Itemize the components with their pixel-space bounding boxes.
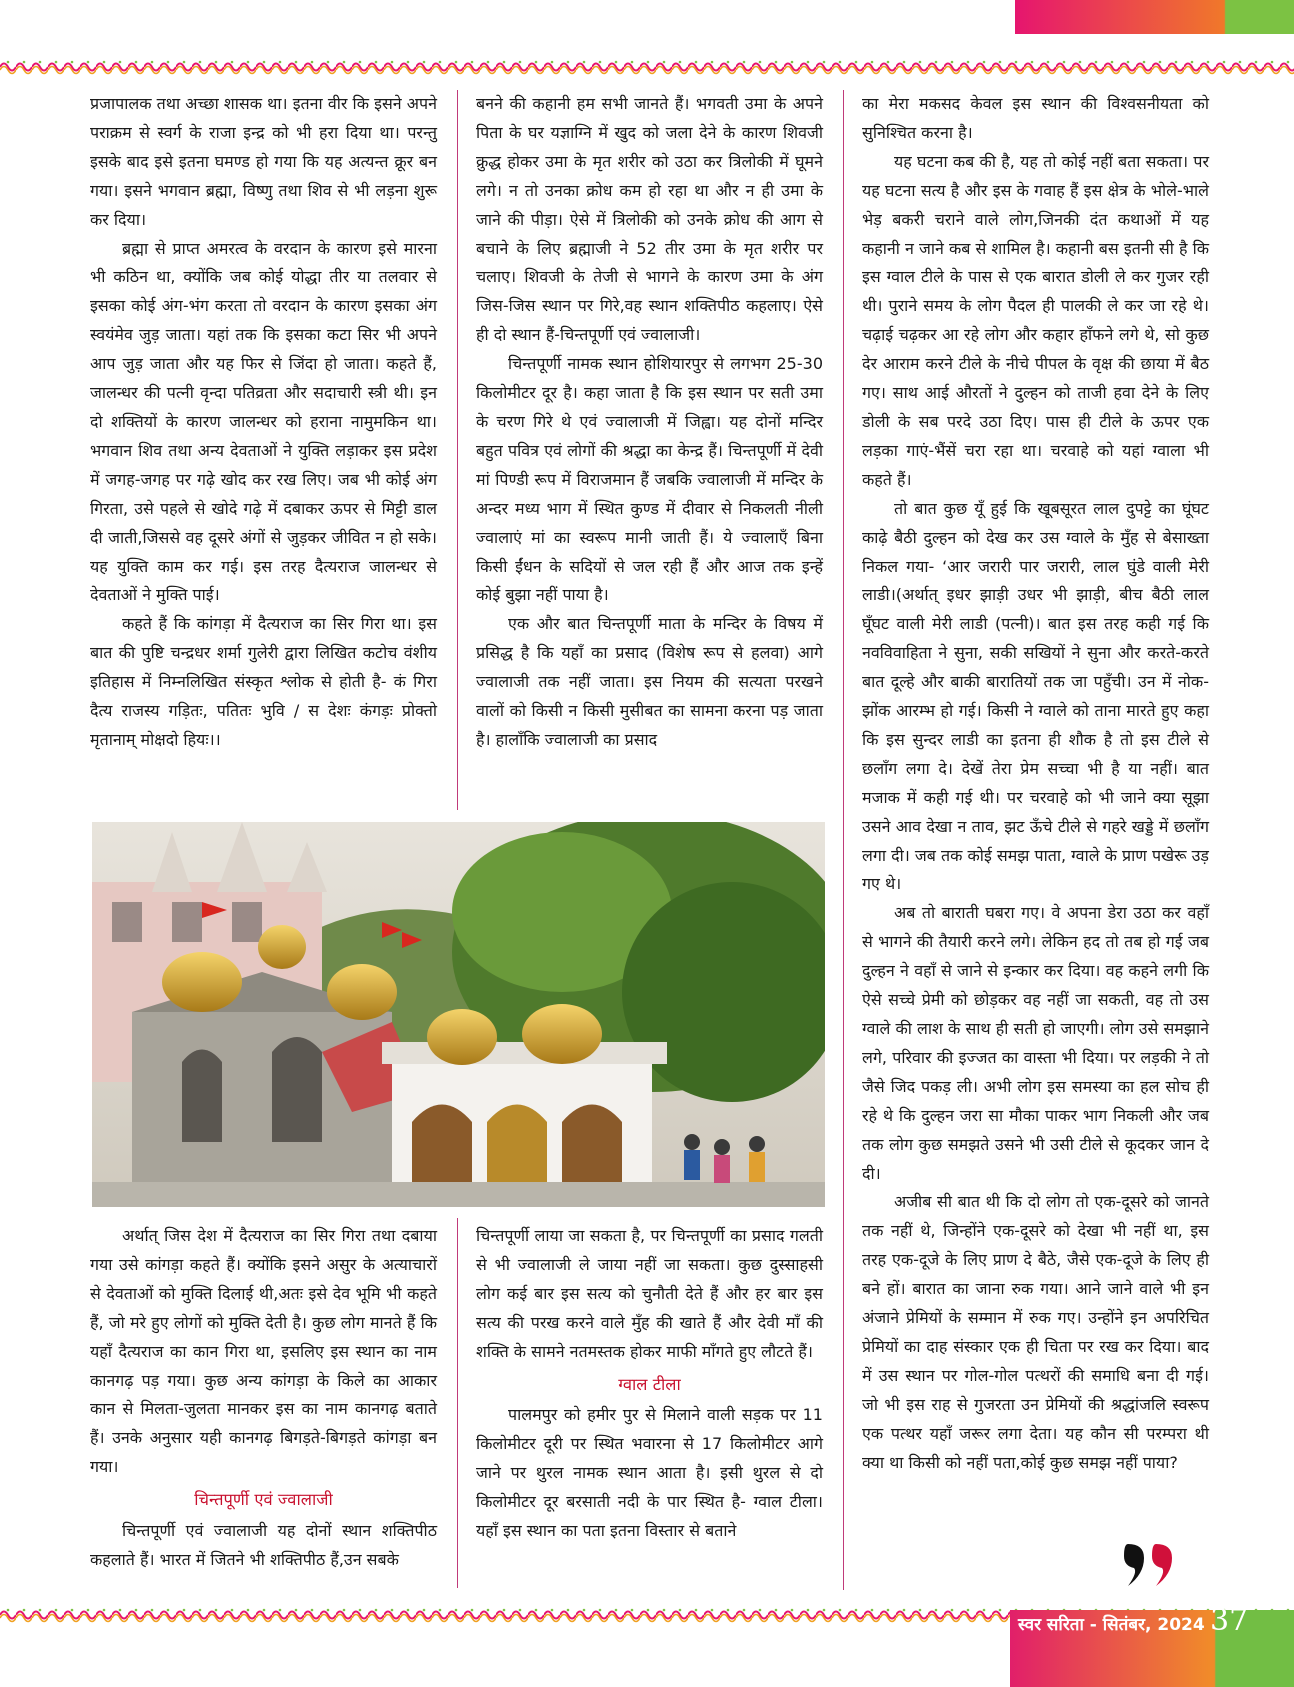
paragraph: एक और बात चिन्तपूर्णी माता के मन्दिर के विषय में प्रसिद्ध है कि यहाँ का प्रसाद (विशेष रूप से हलवा) आगे ज्वालाजी तक नहीं जाता। इस नियम की सत्यता परखने वालों को किसी न किसी मुसीबत का सामना करना पड़ जाता है। हालाँकि ज्वालाजी का प्रसाद (476, 614, 823, 749)
closing-quote-icon (1122, 1540, 1182, 1590)
paragraph: यह घटना कब की है, यह तो कोई नहीं बता सकता। पर यह घटना सत्य है और इस के गवाह हैं इस क्षेत्र के भोले-भाले भेड़ बकरी चराने वाले लोग,जिनकी दंत कथाओं में यह कहानी न जाने कब से शामिल है। कहानी बस इतनी सी है कि इस ग्वाल टीले के पास से एक बारात डोली ले कर गुजर रही थी। पुराने समय के लोग पैदल ही पालकी ले कर जा रहे थे। चढ़ाई चढ़कर आ रहे लोग और कहार हाँफने लगे थे, सो कुछ देर आराम करने टीले के नीचे पीपल के वृक्ष की छाया में बैठ गए। साथ आई औरतों ने दुल्हन को ताजी हवा देने के लिए डोली के सब परदे उठा दिए। पास ही टीले के ऊपर एक लड़का गाएं-भैंसें चरा रहा था। चरवाहे को यहां ग्वाला भी कहते हैं। (862, 151, 1209, 489)
section-heading: ग्वाल टीला (618, 1374, 681, 1394)
temple-photo (92, 822, 825, 1207)
paragraph: बनने की कहानी हम सभी जानते हैं। भगवती उमा के अपने पिता के घर यज्ञाग्नि में खुद को जला देने के कारण शिवजी क्रुद्ध होकर उमा के मृत शरीर को उठा कर त्रिलोकी में घूमने लगे। न तो उनका क्रोध कम हो रहा था और न ही उमा के जाने की पीड़ा। ऐसे में त्रिलोकी को उनके क्रोध की आग से बचाने के लिए ब्रह्माजी ने 52 तीर उमा के मृत शरीर पर चलाए। शिवजी के तेजी से भागने के कारण उमा के अंग जिस-जिस स्थान पर गिरे,वह स्थान शक्तिपीठ कहलाए। ऐसे ही दो स्थान हैं-चिन्तपूर्णी एवं ज्वालाजी। (476, 94, 823, 345)
section-heading: चिन्तपूर्णी एवं ज्वालाजी (194, 1490, 333, 1510)
paragraph: प्रजापालक तथा अच्छा शासक था। इतना वीर कि इसने अपने पराक्रम से स्वर्ग के राजा इन्द्र को भी हरा दिया था। परन्तु इसके बाद इसे इतना घमण्ड हो गया कि यह अत्यन्त क्रूर बन गया। इसने भगवान ब्रह्मा, विष्णु तथा शिव से भी लड़ना शुरू कर दिया। (90, 94, 437, 229)
page-number: 37 (1210, 1603, 1249, 1638)
paragraph: चिन्तपूर्णी लाया जा सकता है, पर चिन्तपूर्णी का प्रसाद गलती से भी ज्वालाजी ले जाया नहीं जा सकता। कुछ दुस्साहसी लोग कई बार इस सत्य को चुनौती देते हैं और हर बार इस सत्य की परख करने वाले मुँह की खाते हैं और देवी माँ की शक्ति के सामने नतमस्तक होकर माफी माँगते हुए लौटते हैं। (476, 1226, 823, 1361)
column-1-bottom (90, 1222, 437, 1575)
column-divider (457, 1218, 458, 1588)
paragraph: अर्थात् जिस देश में दैत्यराज का सिर गिरा तथा दबाया गया उसे कांगड़ा कहते हैं। क्योंकि इसने असुर के अत्याचारों से देवताओं को मुक्ति दिलाई थी,अतः इसे देव भूमि भी कहते हैं, जो मरे हुए लोगों को मुक्ति देती है। कुछ लोग मानते हैं कि यहाँ दैत्यराज का कान गिरा था, इसलिए इस स्थान का नाम कानगढ़ पड़ गया। कुछ अन्य कांगड़ा के किले का आकार कान से मिलता-जुलता मानकर इस का नाम कानगढ़ बताते हैं। उनके अनुसार यही कानगढ़ बिगड़ते-बिगड़ते कांगड़ा बन गया। (90, 1226, 437, 1477)
column-2-top (476, 90, 823, 755)
paragraph: कहते हैं कि कांगड़ा में दैत्यराज का सिर गिरा था। इस बात की पुष्टि चन्द्रधर शर्मा गुलेरी द्वारा लिखित कटोच वंशीय इतिहास में निम्नलिखित संस्कृत श्लोक से होती है- कं गिरा दैत्य राजस्य गड़ितः, पतितः भुवि / स देशः कंगड़ः प्रोक्तो मृतानाम् मोक्षदो हियः।। (90, 614, 437, 749)
decorative-border-top (0, 58, 1294, 76)
column-2-bottom (476, 1222, 823, 1546)
column-divider (843, 90, 844, 1590)
paragraph: चिन्तपूर्णी एवं ज्वालाजी यह दोनों स्थान शक्तिपीठ कहलाते हैं। भारत में जितने भी शक्तिपीठ हैं,उन सबके (90, 1521, 437, 1569)
paragraph: अब तो बाराती घबरा गए। वे अपना डेरा उठा कर वहाँ से भागने की तैयारी करने लगे। लेकिन हद तो तब हो गई जब दुल्हन ने वहाँ से जाने से इन्कार कर दिया। वह कहने लगी कि ऐसे सच्चे प्रेमी को छोड़कर वह नहीं जा सकती, वह तो उस ग्वाले की लाश के साथ ही सती हो जाएगी। लोग उसे समझाने लगे, परिवार की इज्जत का वास्ता भी दिया। पर लड़की ने तो जैसे जिद पकड़ ली। अभी लोग इस समस्या का हल सोच ही रहे थे कि दुल्हन जरा सा मौका पाकर भाग निकली और जब तक लोग कुछ समझते उसने भी उसी टीले से कूदकर जान दे दी। (862, 903, 1209, 1183)
paragraph: पालमपुर को हमीर पुर से मिलाने वाली सड़क पर 11 किलोमीटर दूरी पर स्थित भवारना से 17 किलोमीटर आगे जाने पर थुरल नामक स्थान आता है। इसी थुरल से दो किलोमीटर दूर बरसाती नदी के पार स्थित है- ग्वाल टीला। यहाँ इस स्थान का पता इतना विस्तार से बताने (476, 1405, 823, 1541)
column-3 (862, 90, 1209, 1478)
paragraph: अजीब सी बात थी कि दो लोग तो एक-दूसरे को जानते तक नहीं थे, जिन्होंने एक-दूसरे को देखा भी नहीं था, इस तरह एक-दूजे के लिए प्राण दे बैठे, जैसे एक-दूजे के लिए ही बने हों। बारात का जाना रुक गया। आने जाने वाले भी इन अंजाने प्रेमियों के सम्मान में रुक गए। उन्होंने इन अपरिचित प्रेमियों का दाह संस्कार एक ही चिता पर रख कर दिया। बाद में उस स्थान पर गोल-गोल पत्थरों की समाधि बना दी गई। जो भी इस राह से गुजरता उन प्रेमियों की श्रद्धांजलि स्वरूप एक पत्थर यहाँ जरूर लगा देता। यह कौन सी परम्परा थी क्या था किसी को नहीं पता,कोई कुछ समझ नहीं पाया? (862, 1192, 1209, 1472)
paragraph: का मेरा मकसद केवल इस स्थान की विश्वसनीयता को सुनिश्चित करना है। (862, 94, 1209, 142)
header-color-bar (1015, 0, 1294, 34)
magazine-footer: स्वर सरिता - सितंबर, 2024 (1018, 1615, 1205, 1635)
paragraph: चिन्तपूर्णी नामक स्थान होशियारपुर से लगभग 25-30 किलोमीटर दूर है। कहा जाता है कि इस स्थान पर सती उमा के चरण गिरे थे एवं ज्वालाजी में जिह्वा। यह दोनों मन्दिर बहुत पवित्र एवं लोगों की श्रद्धा का केन्द्र हैं। चिन्तपूर्णी में देवी मां पिण्डी रूप में विराजमान हैं जबकि ज्वालाजी में मन्दिर के अन्दर मध्य भाग में स्थित कुण्ड में दीवार से निकलती नीली ज्वालाएं मां का स्वरूप मानी जाती हैं। ये ज्वालाएँ बिना किसी ईंधन के सदियों से जल रही हैं और आज तक इन्हें कोई बुझा नहीं पाया है। (476, 354, 823, 605)
paragraph: तो बात कुछ यूँ हुई कि खूबसूरत लाल दुपट्टे का घूंघट काढ़े बैठी दुल्हन को देख कर उस ग्वाले के मुँह से बेसाख्ता निकल गया- ‘आर जरारी पार जरारी, लाल घुंडे वाली मेरी लाडी।(अर्थात् इधर झाड़ी उधर भी झाड़ी, बीच बैठी लाल घूँघट वाली मेरी लाडी (पत्नी)। बात इस तरह कही गई कि नवविवाहिता ने सुना, सकी सखियों ने सुना और करते-करते बात दूल्हे और बाकी बारातियों तक जा पहुँची। उन में नोक-झोंक आरम्भ हो गई। किसी ने ग्वाले को ताना मारते हुए कहा कि इस सुन्दर लाडी का इतना ही शौक है तो इस टीले से छलाँग लगा दे। देखें तेरा प्रेम सच्चा भी है या नहीं। बात मजाक में कही गई थी। पर चरवाहे को भी जाने क्या सूझा उसने आव देखा न ताव, झट ऊँचे टीले से गहरे खड्डे में छलाँग लगा दी। जब तक कोई समझ पाता, ग्वाले के प्राण पखेरू उड़ गए थे। (862, 498, 1209, 894)
paragraph: ब्रह्मा से प्राप्त अमरत्व के वरदान के कारण इसे मारना भी कठिन था, क्योंकि जब कोई योद्धा तीर या तलवार से इसका कोई अंग-भंग करता तो वरदान के कारण इसका अंग स्वयंमेव जुड़ जाता। यहां तक कि इसका कटा सिर भी अपने आप जुड़ जाता और यह फिर से जिंदा हो जाता। कहते हैं, जालन्धर की पत्नी वृन्दा पतिव्रता और सदाचारी स्त्री थी। इन दो शक्तियों के कारण जालन्धर को हराना नामुमकिन था। भगवान शिव तथा अन्य देवताओं ने युक्ति लड़ाकर इस प्रदेश में जगह-जगह पर गढ़े खोद कर रख लिए। जब भी कोई अंग गिरता, उसे पहले से खोदे गढ़े में दबाकर ऊपर से मिट्टी डाल दी जाती,जिससे वह दूसरे अंगों से जुड़कर जीवित न हो सके। यह युक्ति काम कर गई। इस तरह दैत्यराज जालन्धर से देवताओं ने मुक्ति पाई। (90, 238, 437, 605)
column-divider (457, 90, 458, 810)
column-1-top (90, 90, 437, 755)
